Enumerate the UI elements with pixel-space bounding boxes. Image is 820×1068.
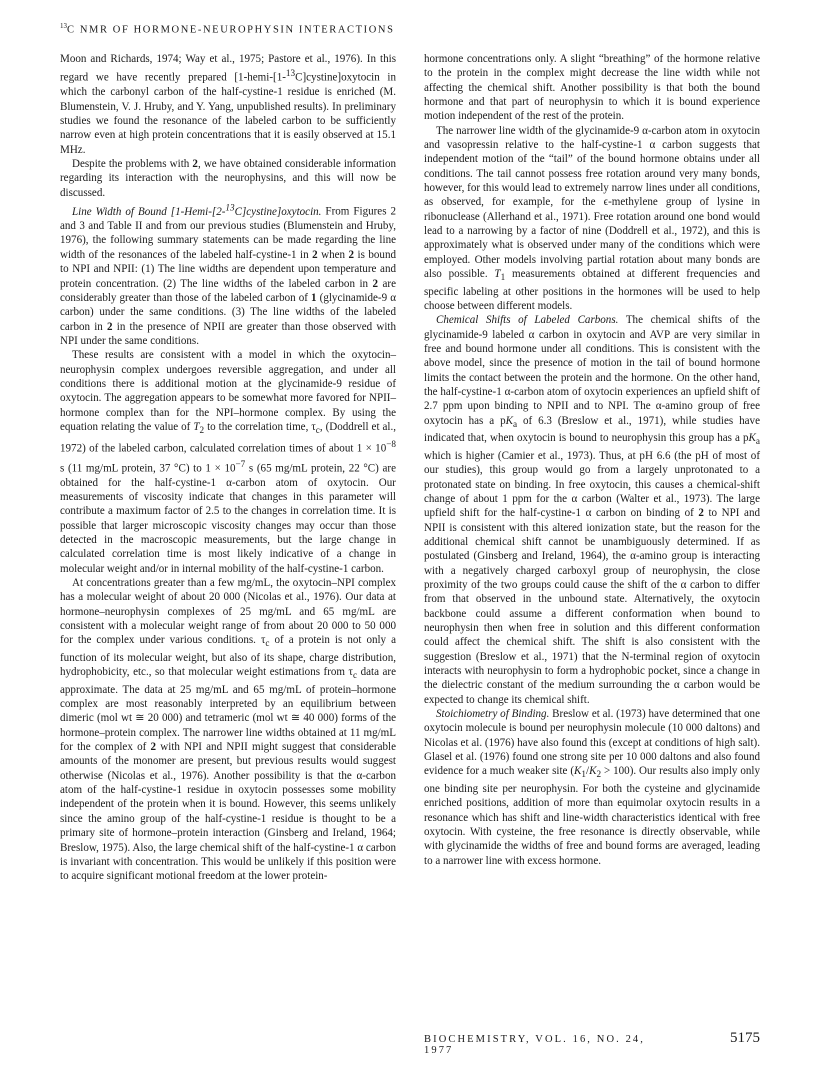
left-paragraph-5: At concentrations greater than a few mg/mL, the oxytocin–NPI complex has a molecular weight of about 20 000 (Nicolas et al., 1976). Our data at hormone–neurophysin complexes of 25 mg/mL and 65 mg/mL are consistent with a molecular weight range of from about 20 000 to 50 000 for the complex under various conditions. $\tau_c$ of a protein is not only a function of its molecular weight, but also of its shape, charge distribution, hydrophobicity, etc., so that molecular weight estimations from $\tau_c$ data are approximate. The data at 25 mg/mL and 65 mg/mL of protein–hormone complex are most reasonably interpreted by an equilibrium between dimeric (mol wt ≅ 20 000) and tetrameric (mol wt ≅ 40 000) forms of the hormone–protein complex. The narrower line widths obtained at 11 mg/mL for the complex of 2 with NPI and NPII might suggest that considerable amounts of the monomer are present, but previous results would suggest otherwise (Nicolas et al., 1976). Another possibility is that the α-carbon atom of the half-cystine-1 residue in oxytocin possesses some mobility independent of the protein when it is bound. However, this seems unlikely since the amino group of the half-cystine-1 residue is thought to be a primary site of hormone–protein interaction (Ginsberg and Ireland, 1964; Breslow, 1975). Also, the large chemical shift of the half-cystine-1 α carbon is invariant with concentration. This would be unlikely if this position were to acquire significant motional freedom at the lower protein- — [60, 576, 396, 883]
left-paragraph-3: Line Width of Bound [1-Hemi-[2-$^{13}$C]cystine]oxytocin. From Figures 2 and 3 and Table II and from our previous studies (Blumenstein and Hruby, 1976), the following summary statements can be made regarding the line width of the resonances of the labeled half-cystine-1 in 2 when 2 is bound to NPI and NPII: (1) The line widths are dependent upon temperature and protein concentration. (2) The line widths of the labeled carbon in 2 are considerably greater than those of the labeled carbon of 1 (glycinamide-9 α carbon) under the same conditions. (3) The line widths of the labeled carbon in 2 in the presence of NPII are greater than those observed with NPI under the same conditions. — [60, 202, 397, 347]
left-paragraph-2: Despite the problems with 2, we have obtained considerable information regarding its interaction with the neurophysins, and this will now be discussed. — [60, 158, 396, 199]
left-paragraph-1: Moon and Richards, 1974; Way et al., 1975; Pastore et al., 1976). In this regard we have recently prepared [1-hemi-[1-$^{13}$C]cystine]oxytocin in which the carbonyl carbon of the half-cystine-1 residue is enriched (M. Blumenstein, V. J. Hruby, and Y. Yang, unpublished results). In preliminary studies we found the resonance of the labeled carbon to be sufficiently narrow even at high protein concentrations that it is easily observed at 15.1 MHz. — [60, 53, 397, 156]
journal-citation: BIOCHEMISTRY, VOL. 16, NO. 24, 1977 — [424, 1034, 646, 1056]
right-column — [424, 52, 760, 868]
page-number: 5175 — [730, 1030, 760, 1046]
right-paragraph-4: Stoichiometry of Binding. Breslow et al. (1973) have determined that one oxytocin molecule is bound per neurophysin molecule (10 000 daltons) and Nicolas et al. (1976) have also found this (except at conditions of high salt). Glasel et al. (1976) found one strong site per 10 000 daltons and also found evidence for a much weaker site $(K_1/K_2 > 100)$. Our results also imply only one binding site per neurophysin. For both the cysteine and glycinamide enriched positions, addition of more than equimolar oxytocin results in a resonance which has shift and line-width characteristics identical with free oxytocin. With cysteine, the free resonance is directly observable, while with glycinamide the widths of free and bound forms are averaged, leading to a narrower line with excess hormone. — [424, 708, 760, 867]
running-head-isotope: 13 — [60, 22, 67, 30]
left-paragraph-4: These results are consistent with a model in which the oxytocin–neurophysin complex undergoes reversible aggregation, and under all conditions there is additional motion at the glycinamide-9 residue of oxytocin. The aggregation appears to be somewhat more favored for NPII–hormone complex than for the NPI–hormone complex. By using the equation relating the value of $T_2$ to the correlation time, $\tau_c$, (Doddrell et al., 1972) of the labeled carbon, calculated correlation times of about $1 \times 10^{-8}$ s (11 mg/mL protein, 37 °C) to $1 \times 10^{-7}$ s (65 mg/mL protein, 22 °C) are obtained for the half-cystine-1 α-carbon atom of oxytocin. Our measurements of viscosity indicate that changes in this parameter will contribute a maximum factor of 2.5 to the changes in correlation time. It is possible that larger microscopic viscosity changes may occur than those detected in the macroscopic measurements, but the large change in calculated correlation time is most likely indicative of a change in molecular weight and/or in internal mobility of the half-cystine-1 carbon. — [60, 349, 396, 575]
right-paragraph-1: hormone concentrations only. A slight “breathing” of the hormone relative to the protein in the complex might decrease the line width while not affecting the chemical shift. Another possibility is that both the bound hormone and that part of neurophysin to which it is bound experience motion independent of the rest of the protein. — [424, 53, 760, 123]
page-footer — [424, 1030, 760, 1056]
running-head — [60, 22, 395, 36]
right-paragraph-3: Chemical Shifts of Labeled Carbons. The chemical shifts of the glycinamide-9 labeled α carbon in oxytocin and AVP are very similar in free and bound hormone under all conditions. This is consistent with the above model, since the presence of motion in the tail of bound hormone limits the contact between the protein and the hormone. On the other hand, the half-cystine-1 α-carbon atom of oxytocin experiences an upfield shift of 2.7 ppm upon binding to NPII and to NPI. The α-amino group of free oxytocin has a $pK_a$ of 6.3 (Breslow et al., 1971), while studies have indicated that, when oxytocin is bound to neurophysin this group has a $pK_a$ which is higher (Camier et al., 1973). Thus, at pH 6.6 (the pH of most of our studies), this group would go from a largely unprotonated to a protonated state on binding. In free oxytocin, this causes a chemical-shift change of about 1 ppm for the α carbon (Walter et al., 1973). The large upfield shift for the half-cystine-1 α carbon on binding of 2 to NPI and NPII is consistent with this altered ionization state, but the reason for the additional chemical shift cannot be unambiguously determined. If as postulated (Ginsberg and Ireland, 1964), the α-amino group is interacting with a negatively charged carboxyl group of neurophysin, the close proximity of the two groups could cause the shift of the α carbon to differ from that observed in the unbound state. Alternatively, the oxytocin backbone could assume a different conformation when bound to neurophysin then when free in solution and this different conformation could affect the chemical shift. The shift is also consistent with the suggestion (Breslow et al., 1971) that the N-terminal region of oxytocin interacts with neurophysin to form a hydrophobic pocket, since a change in the dielectric constant of the medium surrounding the α carbon would be expected to change its chemical shift. — [424, 314, 760, 706]
right-paragraph-2: The narrower line width of the glycinamide-9 α-carbon atom in oxytocin and vasopressin relative to the half-cystine-1 α carbon suggests that independent motion of the “tail” of the bound hormone obtains under all conditions. The tail cannot possess free rotation around very many bonds, however, for this would lead to extremely narrow lines under all conditions, as observed, for example, for the ϵ-methylene group of lysine in ribonuclease (Allerhand et al., 1971). Free rotation around one bond would lead to a narrowing by a factor of nine (Doddrell et al., 1972), and this is approximately what is observed under many of the conditions which were employed. Other models involving partial rotation about many bonds are also possible. $T_1$ measurements obtained at different frequencies and specific labeling at other positions in the hormones will be used to help choose between different models. — [424, 124, 760, 313]
left-column — [60, 52, 396, 884]
running-head-text: C NMR OF HORMONE-NEUROPHYSIN INTERACTIONS — [67, 24, 395, 36]
